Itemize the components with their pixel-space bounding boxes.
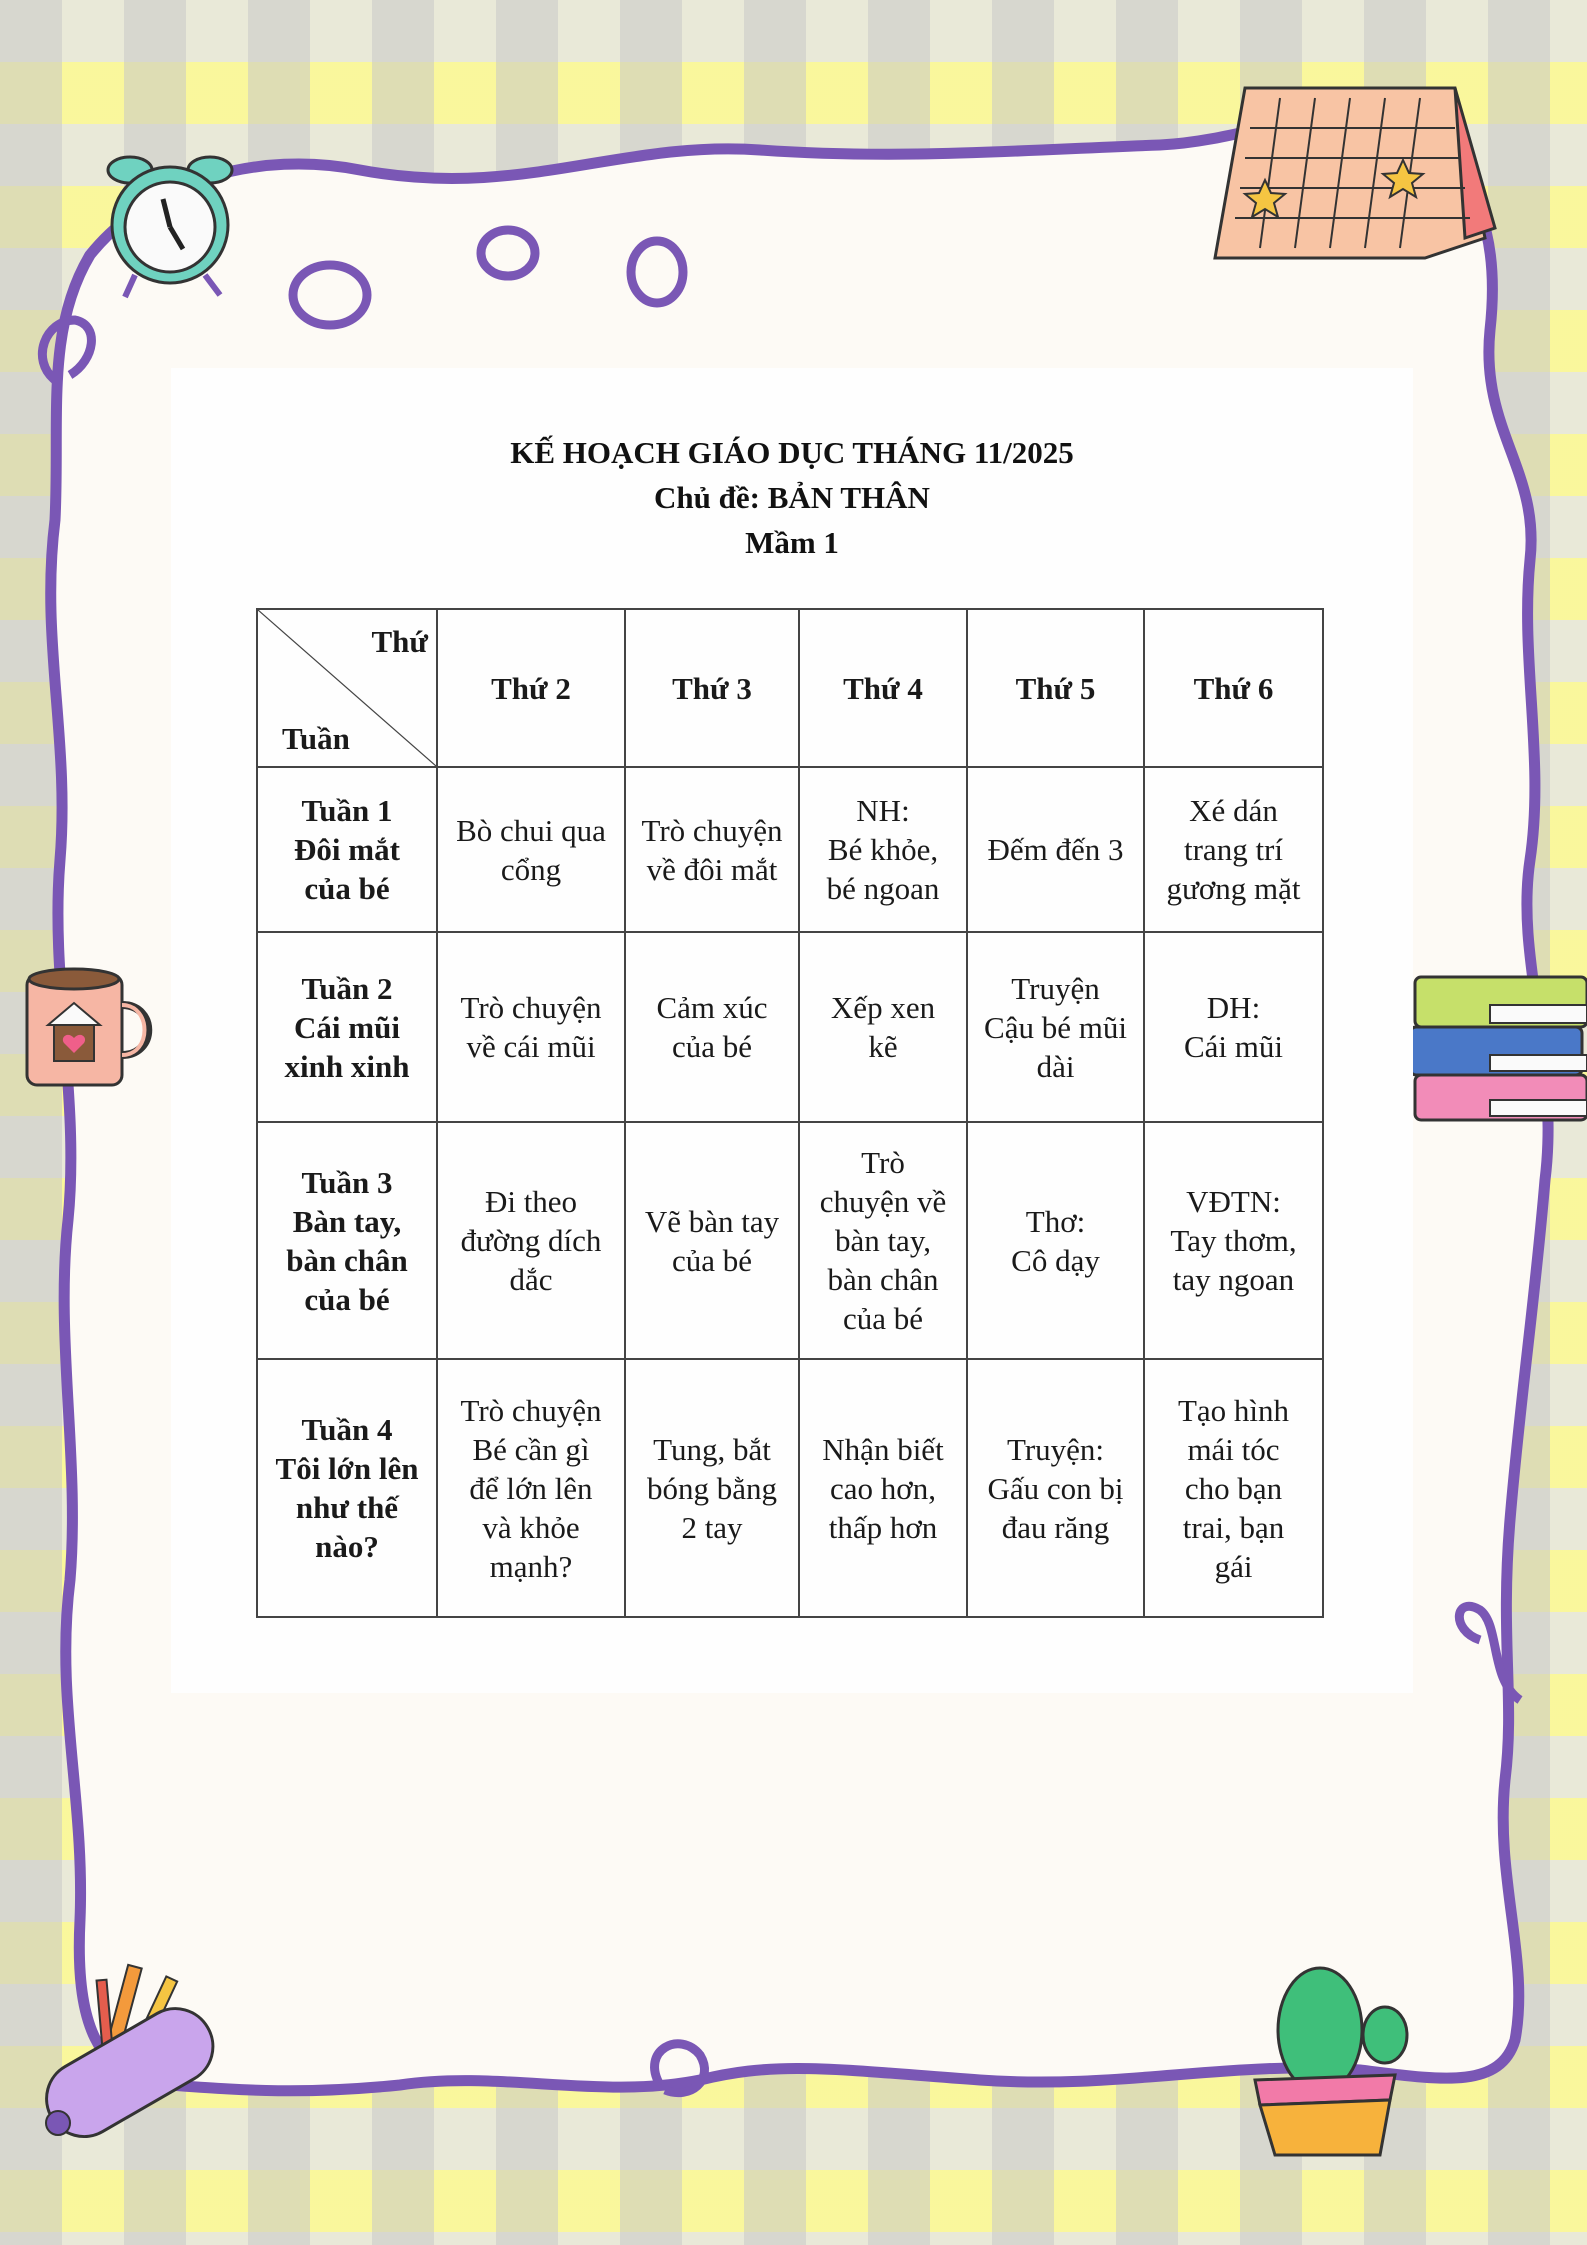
activity-cell: Trò chuyện về đôi mắt xyxy=(625,767,799,932)
table-row xyxy=(257,932,1323,1122)
books-icon xyxy=(1410,965,1587,1135)
week-label: Tuần 2 Cái mũi xinh xinh xyxy=(257,932,437,1122)
activity-cell: Tung, bắt bóng bằng 2 tay xyxy=(625,1359,799,1617)
corner-day-label: Thứ xyxy=(371,624,428,659)
table-row xyxy=(257,1122,1323,1359)
plan-table xyxy=(256,608,1324,1618)
activity-cell: Trò chuyện về bàn tay, bàn chân của bé xyxy=(799,1122,967,1359)
mug-icon xyxy=(22,965,157,1090)
activity-cell: Vẽ bàn tay của bé xyxy=(625,1122,799,1359)
activity-cell: Cảm xúc của bé xyxy=(625,932,799,1122)
activity-cell: Tạo hình mái tóc cho bạn trai, bạn gái xyxy=(1144,1359,1323,1617)
activity-cell: Nhận biết cao hơn, thấp hơn xyxy=(799,1359,967,1617)
document-title: KẾ HOẠCH GIÁO DỤC THÁNG 11/2025 xyxy=(510,435,1074,470)
day-header: Thứ 4 xyxy=(799,609,967,767)
document-subtitle: Chủ đề: BẢN THÂN xyxy=(654,480,930,515)
corner-week-label: Tuần xyxy=(282,721,350,756)
header-row xyxy=(257,609,1323,767)
activity-cell: NH: Bé khỏe, bé ngoan xyxy=(799,767,967,932)
day-header: Thứ 3 xyxy=(625,609,799,767)
calendar-icon xyxy=(1205,78,1505,268)
activity-cell: Xé dán trang trí gương mặt xyxy=(1144,767,1323,932)
class-name: Mầm 1 xyxy=(745,525,839,560)
cactus-icon xyxy=(1240,1960,1440,2160)
day-header: Thứ 6 xyxy=(1144,609,1323,767)
activity-cell: Trò chuyện về cái mũi xyxy=(437,932,625,1122)
alarm-clock-icon xyxy=(85,135,255,305)
pencil-case-icon xyxy=(30,1945,215,2145)
activity-cell: Đi theo đường dích dắc xyxy=(437,1122,625,1359)
activity-cell: DH: Cái mũi xyxy=(1144,932,1323,1122)
title-block xyxy=(171,430,1413,565)
activity-cell: Thơ: Cô dạy xyxy=(967,1122,1144,1359)
activity-cell: VĐTN: Tay thơm, tay ngoan xyxy=(1144,1122,1323,1359)
week-label: Tuần 3 Bàn tay, bàn chân của bé xyxy=(257,1122,437,1359)
table-row xyxy=(257,1359,1323,1617)
activity-cell: Bò chui qua cổng xyxy=(437,767,625,932)
day-header: Thứ 5 xyxy=(967,609,1144,767)
table-row xyxy=(257,767,1323,932)
activity-cell: Trò chuyện Bé cần gì để lớn lên và khỏe mạnh? xyxy=(437,1359,625,1617)
activity-cell: Truyện Cậu bé mũi dài xyxy=(967,932,1144,1122)
activity-cell: Đếm đến 3 xyxy=(967,767,1144,932)
activity-cell: Truyện: Gấu con bị đau răng xyxy=(967,1359,1144,1617)
corner-cell xyxy=(257,609,437,767)
day-header: Thứ 2 xyxy=(437,609,625,767)
week-label: Tuần 1 Đôi mắt của bé xyxy=(257,767,437,932)
week-label: Tuần 4 Tôi lớn lên như thế nào? xyxy=(257,1359,437,1617)
plan-sheet xyxy=(171,368,1413,1693)
activity-cell: Xếp xen kẽ xyxy=(799,932,967,1122)
